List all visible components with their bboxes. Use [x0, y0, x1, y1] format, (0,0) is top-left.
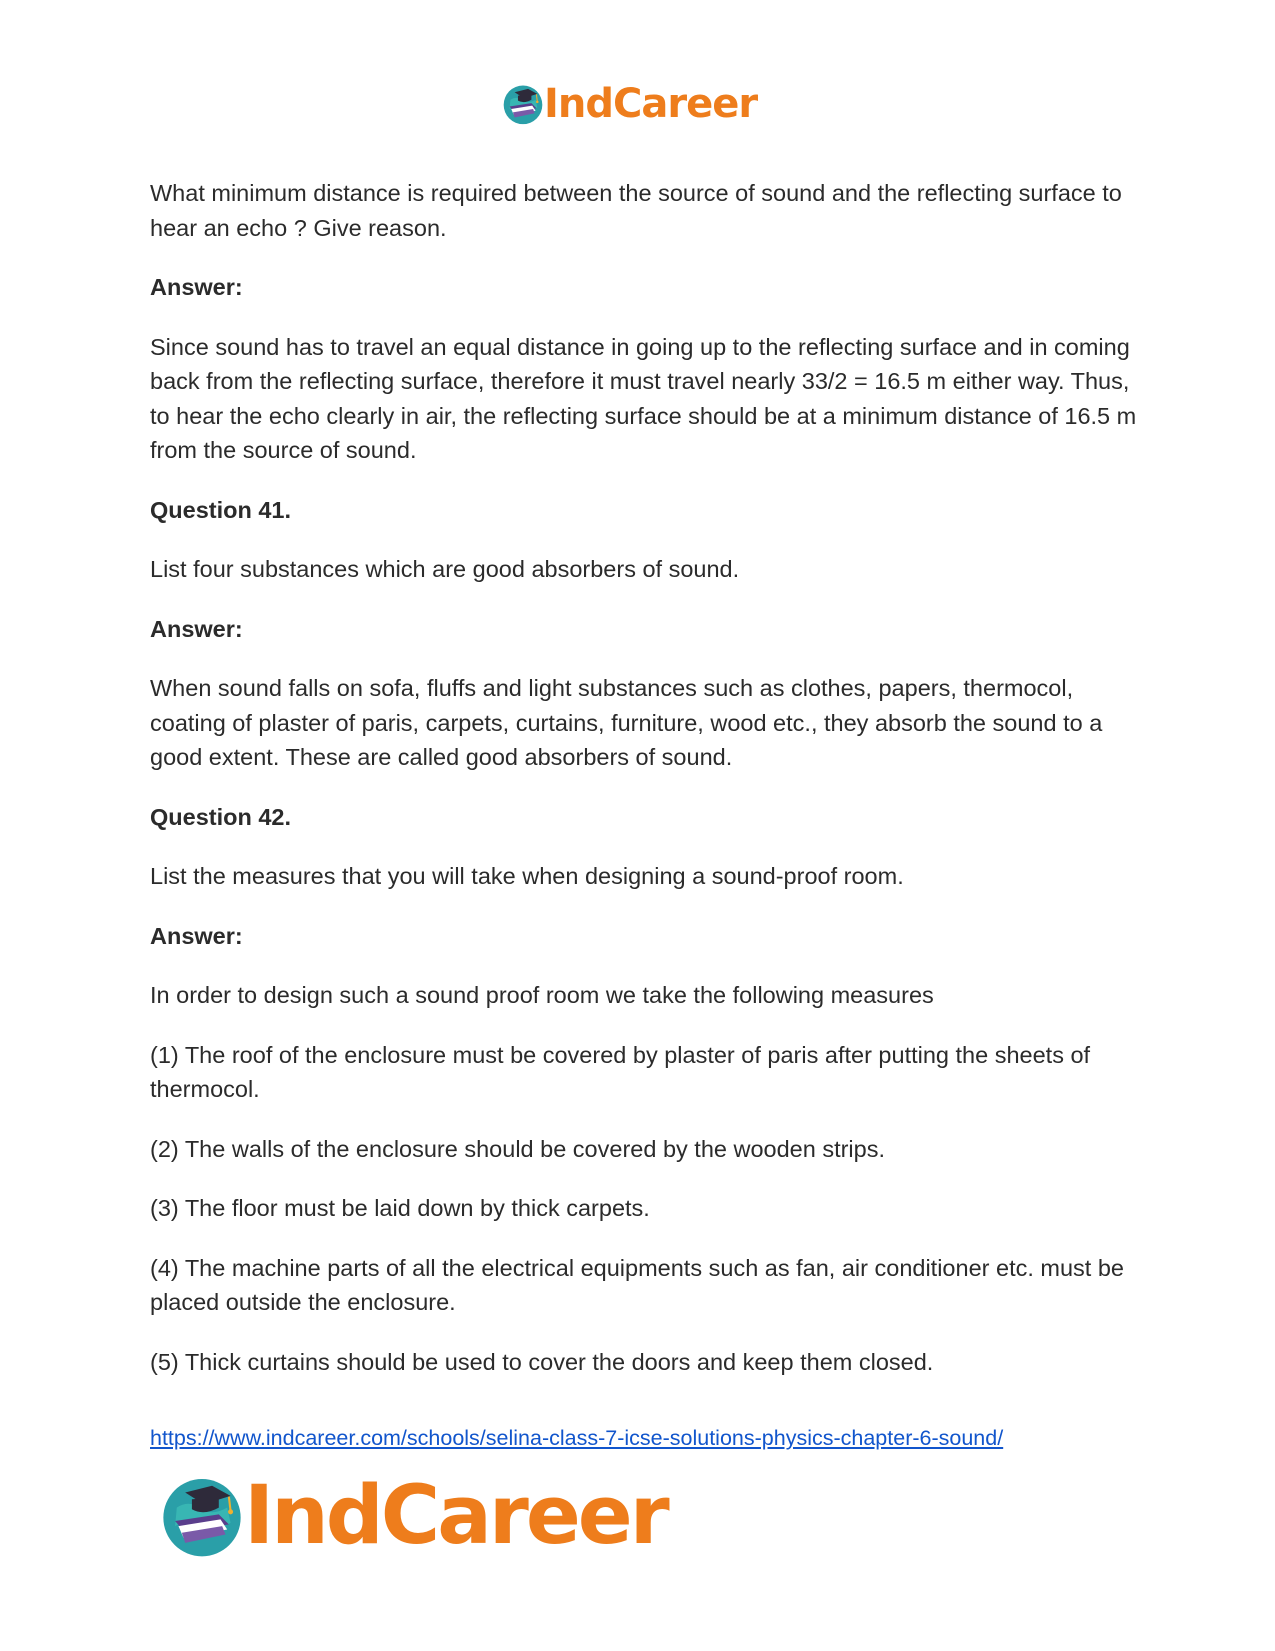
body-paragraph: Since sound has to travel an equal distance in going up to the reflecting surface and in coming back from the reflecting surface, therefore it must travel nearly 33/2 = 16.5 m either way. Thus, to hear the echo clearly in air, the reflecting surface should be at a minimum distance of 16.5 m from the source of sound.: [150, 333, 1137, 463]
graduation-cap-book-globe-icon: [502, 83, 544, 125]
body-paragraph: (3) The floor must be laid down by thick carpets.: [150, 1195, 650, 1221]
body-paragraph: What minimum distance is required between the source of sound and the reflecting surface to hear an echo ? Give reason.: [150, 180, 1122, 241]
body-paragraph: When sound falls on sofa, fluffs and light substances such as clothes, papers, thermocol, coating of plaster of paris, carpets, curtains, furniture, wood etc., they absorb the sound to a good extent. These are called good absorbers of sound.: [150, 675, 1103, 770]
body-paragraph: (4) The machine parts of all the electrical equipments such as fan, air conditioner etc. must be placed outside the enclosure.: [150, 1254, 1124, 1315]
body-paragraph: (5) Thick curtains should be used to cover the doors and keep them closed.: [150, 1348, 934, 1375]
header-logo: [502, 80, 757, 128]
footer-logo-text: IndCareer: [244, 1468, 667, 1563]
answer-heading: Answer:: [150, 615, 243, 642]
answer-heading: Answer:: [150, 922, 243, 949]
body-paragraph: In order to design such a sound proof room we take the following measures: [150, 982, 934, 1008]
question-heading: Question 41.: [150, 496, 292, 523]
header-logo-text: IndCareer: [544, 81, 758, 127]
body-paragraph: List four substances which are good absorbers of sound.: [150, 556, 740, 582]
footer-logo: [160, 1468, 667, 1564]
article-body: [150, 176, 1140, 1404]
answer-heading: Answer:: [150, 274, 243, 300]
question-heading: Question 42.: [150, 803, 292, 830]
body-paragraph: (1) The roof of the enclosure must be covered by plaster of paris after putting the sheets of thermocol.: [150, 1041, 1091, 1102]
source-link[interactable]: https://www.indcareer.com/schools/selina-class-7-icse-solutions-physics-chapter-6-sound/: [150, 1426, 1004, 1450]
graduation-cap-book-globe-icon: [160, 1474, 244, 1558]
body-paragraph: List the measures that you will take when designing a sound-proof room.: [150, 863, 904, 889]
body-paragraph: (2) The walls of the enclosure should be covered by the wooden strips.: [150, 1135, 886, 1162]
